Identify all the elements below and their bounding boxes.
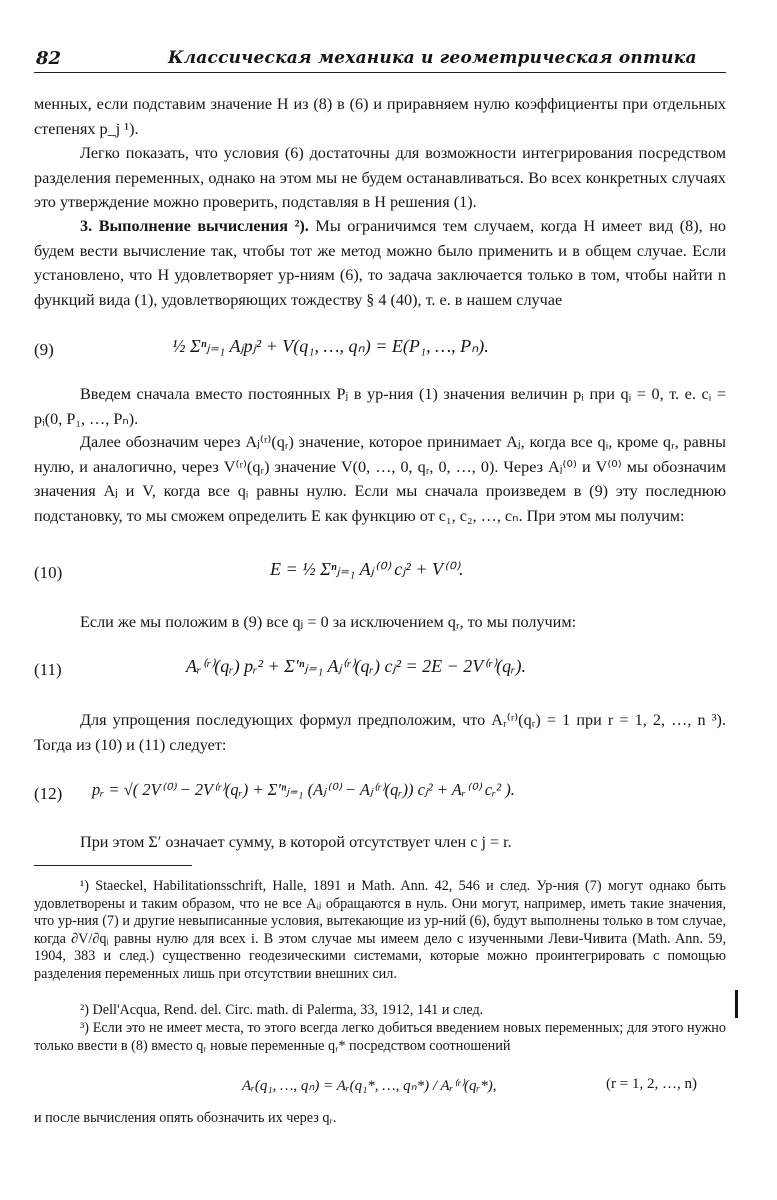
footnote-2 — [34, 1002, 726, 1020]
footnote-3-equation: Aᵣ(q₁, …, qₙ) = Aᵣ(q₁*, …, qₙ*) / Aᵣ⁽ʳ⁾(qᵣ*), — [242, 1078, 497, 1094]
running-title: Классическая механика и геометрическая оптика — [168, 48, 697, 68]
section-heading: 3. Выполнение вычисления ²). — [80, 217, 309, 235]
paragraph-3-text: Мы ограничимся тем случаем, когда H имеет вид (8), но будем вести вычисление так, чтобы тот же метод можно было применить и в общем случае. Если установлено, что H удовлетворяет ур-ниям (6), то задача заключается только в том, чтобы найти n функций вида (1), удовлетворяющих тождеству § 4 (40), т. е. в нашем случае — [34, 217, 726, 309]
equation-10-number: (10) — [34, 563, 63, 582]
footnote-3 — [34, 1020, 726, 1055]
footnote-1 — [34, 878, 726, 984]
footnote-3-end: и после вычисления опять обозначить их через qᵣ. — [34, 1110, 337, 1126]
footnote-3-equation-range: (r = 1, 2, …, n) — [606, 1076, 697, 1092]
equation-9: ½ Σⁿⱼ₌₁ Aⱼpⱼ² + V(q₁, …, qₙ) = E(P₁, …, Pₙ). — [172, 336, 489, 356]
equation-12-number: (12) — [34, 784, 63, 803]
paragraph-2: Легко показать, что условия (6) достаточны для возможности интегрирования посредством разделения переменных, однако на этом мы не будем останавливаться. Во всех конкретных случаях это утверждение можно проверить, подставляя в H решения (1). — [34, 144, 726, 211]
paragraph-7: Для упрощения последующих формул предположим, что Aᵣ⁽ʳ⁾(qᵣ) = 1 при r = 1, 2, …, n ³). Тогда из (10) и (11) следует: — [34, 711, 726, 754]
footnote-2-text: ²) Dell'Acqua, Rend. del. Circ. math. di Palerma, 33, 1912, 141 и след. — [80, 1002, 484, 1018]
footnote-1-text: ¹) Staeckel, Habilitationsschrift, Halle, 1891 и Math. Ann. 42, 546 и след. Ур-ния (7) могут однако быть удовлетворены и таким образом, что не все Aᵢⱼ обращаются в нуль. Они могут, например, иметь такие значения, что ур-ния (7) и другие невыписанные условия, вытекающие из ур-ний (6), будут выполнены только в том случае, когда ∂V/∂qᵢ равны нулю для всех i. В этом случае мы имеем дело с изученными Леви-Чивита (Math. Ann. 59, 1904, 383 и след.) существенно геодезическими системами, которые можно проинтегрировать с помощью разделения переменных лишь при отсутствии внешних сил. — [34, 878, 726, 982]
header-rule — [34, 72, 726, 73]
page-number: 82 — [36, 48, 62, 69]
paragraph-3 — [34, 214, 726, 312]
equation-10: E = ½ Σⁿⱼ₌₁ Aⱼ⁽⁰⁾ cⱼ² + V⁽⁰⁾. — [270, 559, 464, 579]
footnote-rule — [34, 865, 192, 866]
paragraph-4: Введем сначала вместо постоянных Pⱼ в ур-ния (1) значения величин pᵢ при qᵢ = 0, т. е. cᵢ = pᵢ(0, P₁, …, Pₙ). — [34, 385, 726, 428]
paragraph-8: При этом Σ′ означает сумму, в которой отсутствует член с j = r. — [80, 833, 512, 851]
equation-12: pᵣ = √( 2V⁽⁰⁾ − 2V⁽ʳ⁾(qᵣ) + Σ′ⁿⱼ₌₁ (Aⱼ⁽⁰⁾ − Aⱼ⁽ʳ⁾(qᵣ)) cⱼ² + Aᵣ⁽⁰⁾ cᵣ² ). — [92, 780, 515, 799]
footnote-3-text: ³) Если это не имеет места, то этого всегда легко добиться введением новых переменных; для этого нужно только ввести в (8) вместо qᵣ новые переменные qᵣ* посредством соотношений — [34, 1020, 726, 1054]
paragraph-1: менных, если подставим значение H из (8) в (6) и приравняем нулю коэффициенты при отдельных степенях p_j ¹). — [34, 95, 726, 138]
equation-9-number: (9) — [34, 340, 54, 359]
paragraph-5: Далее обозначим через Aⱼ⁽ʳ⁾(qᵣ) значение, которое принимает Aⱼ, когда все qᵢ, кроме qᵣ, равны нулю, и аналогично, через V⁽ʳ⁾(qᵣ) значение V(0, …, 0, qᵣ, 0, …, 0). Через Aⱼ⁽⁰⁾ и V⁽⁰⁾ мы обозначим значения Aⱼ и V, когда все qᵢ равны нулю. Если мы сначала произведем в (9) эту последнюю подстановку, то мы сможем определить E как функцию от c₁, c₂, …, cₙ. При этом мы получим: — [34, 433, 726, 525]
equation-11: Aᵣ⁽ʳ⁾(qᵣ) pᵣ² + Σ′ⁿⱼ₌₁ Aⱼ⁽ʳ⁾(qᵣ) cⱼ² = 2E − 2V⁽ʳ⁾(qᵣ). — [186, 656, 527, 676]
equation-11-number: (11) — [34, 660, 62, 679]
paragraph-6: Если же мы положим в (9) все qⱼ = 0 за исключением qᵣ, то мы получим: — [80, 613, 577, 631]
margin-mark — [735, 990, 738, 1018]
